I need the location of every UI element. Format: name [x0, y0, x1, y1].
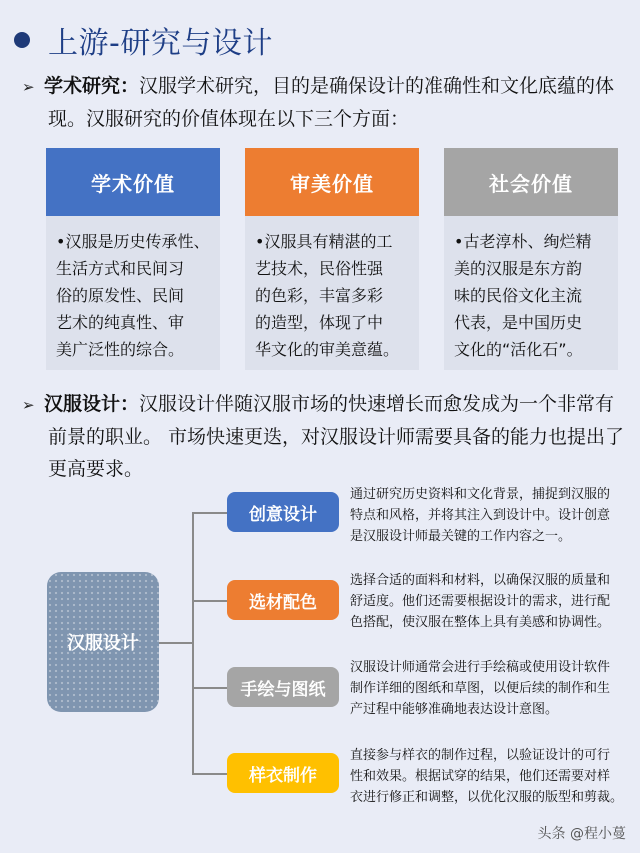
- card-text: [46, 216, 220, 363]
- card-line: 俗的原发性、民间: [56, 286, 185, 305]
- card-social-value: [444, 148, 618, 370]
- card-line: 华文化的审美意蕴。: [255, 340, 400, 359]
- research-text-line2: 现。汉服研究的价值体现在以下三个方面：: [48, 108, 410, 130]
- design-text-line1: 汉服设计伴随汉服市场的快速增长而愈发成为一个非常有: [139, 393, 615, 415]
- desc-line: 色搭配，使汉服在整体上具有美感和协调性。: [350, 615, 611, 630]
- branch-creative-design: 创意设计: [227, 492, 339, 532]
- card-line: 的色彩，丰富多彩: [255, 286, 384, 305]
- card-line: •汉服具有精湛的工: [255, 232, 393, 251]
- card-line: 艺术的纯真性、审: [56, 313, 185, 332]
- card-line: 味的民俗文化主流: [454, 286, 583, 305]
- connector-line: [192, 773, 227, 775]
- card-line: 的造型，体现了中: [255, 313, 384, 332]
- branch-description: [350, 484, 630, 547]
- bullet-dot-icon: [14, 32, 30, 48]
- arrow-bullet-icon: ➢: [22, 396, 35, 414]
- research-text-line1: 汉服学术研究，目的是确保设计的准确性和文化底蕴的体: [139, 75, 615, 97]
- card-aesthetic-value: [245, 148, 419, 370]
- page-title: 上游-研究与设计: [48, 26, 273, 61]
- card-line: 生活方式和民间习: [56, 259, 185, 278]
- connector-line: [192, 600, 227, 602]
- design-label: 汉服设计：: [44, 393, 140, 415]
- card-line: •古老淳朴、绚烂精: [454, 232, 592, 251]
- section-header: [14, 20, 273, 60]
- value-cards: [46, 148, 618, 370]
- card-text: [245, 216, 419, 363]
- connector-line: [192, 687, 227, 689]
- connector-line: [192, 512, 227, 514]
- design-tree-diagram: [0, 470, 640, 810]
- research-label: 学术研究：: [44, 75, 140, 97]
- branch-description: [350, 745, 630, 808]
- desc-line: 直接参与样衣的制作过程，以验证设计的可行: [350, 748, 611, 763]
- desc-line: 选择合适的面料和材料，以确保汉服的质量和: [350, 573, 611, 588]
- desc-line: 制作详细的图纸和草图，以便后续的制作和生: [350, 681, 611, 696]
- arrow-bullet-icon: ➢: [22, 78, 35, 96]
- desc-line: 衣进行修正和调整，以优化汉服的版型和剪裁。: [350, 790, 624, 805]
- card-line: 代表，是中国历史: [454, 313, 583, 332]
- branch-material-color: 选材配色: [227, 580, 339, 620]
- desc-line: 性和效果。根据试穿的结果，他们还需要对样: [350, 769, 611, 784]
- watermark: 头条 @程小蔓: [537, 826, 626, 842]
- card-academic-value: [46, 148, 220, 370]
- desc-line: 汉服设计师通常会进行手绘稿或使用设计软件: [350, 660, 611, 675]
- desc-line: 产过程中能够准确地表达设计意图。: [350, 702, 559, 717]
- connector-line: [192, 512, 194, 774]
- branch-sample-making: 样衣制作: [227, 753, 339, 793]
- desc-line: 特点和风格，并将其注入到设计中。设计创意: [350, 508, 611, 523]
- research-paragraph: [22, 70, 614, 135]
- card-title: 学术价值: [46, 148, 220, 216]
- card-line: 艺技术，民俗性强: [255, 259, 384, 278]
- branch-sketch-drawing: 手绘与图纸: [227, 667, 339, 707]
- card-line: •汉服是历史传承性、: [56, 232, 210, 251]
- card-line: 美广泛性的综合。: [56, 340, 185, 359]
- card-line: 美的汉服是东方韵: [454, 259, 583, 278]
- desc-line: 舒适度。他们还需要根据设计的需求，进行配: [350, 594, 611, 609]
- design-text-line3: 更高要求。: [48, 458, 144, 480]
- branch-description: [350, 657, 630, 720]
- desc-line: 是汉服设计师最关键的工作内容之一。: [350, 529, 572, 544]
- card-text: [444, 216, 618, 363]
- design-text-line2: 前景的职业。 市场快速更迭，对汉服设计师需要具备的能力也提出了: [48, 426, 625, 448]
- card-line: 文化的“活化石”。: [454, 340, 583, 359]
- branch-description: [350, 570, 630, 633]
- connector-line: [159, 642, 192, 644]
- card-title: 社会价值: [444, 148, 618, 216]
- desc-line: 通过研究历史资料和文化背景，捕捉到汉服的: [350, 487, 611, 502]
- card-title: 审美价值: [245, 148, 419, 216]
- tree-root-node: 汉服设计: [47, 572, 159, 712]
